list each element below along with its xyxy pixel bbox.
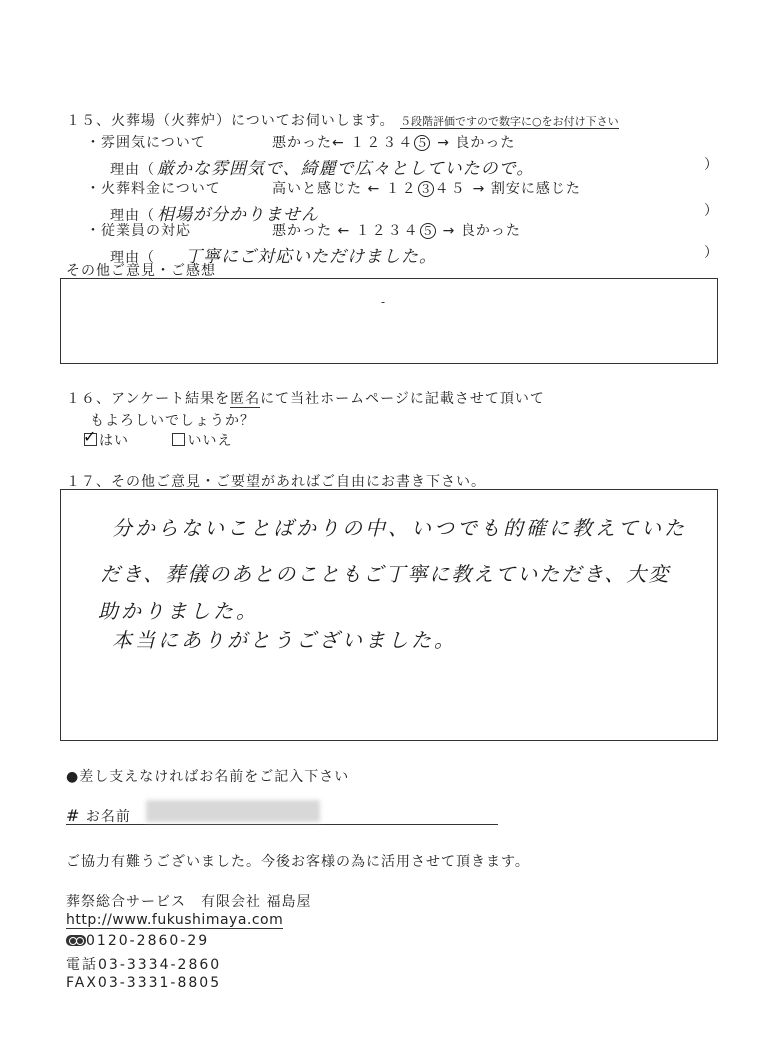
reason-close-paren: ） — [704, 245, 719, 261]
scale-right-label: → 良かった — [442, 223, 521, 239]
freedial-line: 0120-2860-29 — [66, 933, 209, 949]
rating-option-1[interactable]: １ — [350, 135, 366, 151]
q15-rating-scale — [272, 132, 515, 152]
q16-line2: もよろしいでしょうか？ — [90, 413, 255, 429]
q15-item-label: ・火葬料金について — [86, 181, 221, 197]
anonymous-underlined: 匿名 — [230, 391, 261, 407]
q16-options — [83, 427, 233, 450]
q16-line1: １６、アンケート結果を匿名にて当社ホームページに記載させて頂いて — [66, 391, 545, 407]
scale-right-label: → 良かった — [437, 135, 516, 151]
q15-rating-scale — [272, 178, 581, 198]
name-label: お名前 — [85, 809, 131, 825]
rating-option-5[interactable]: ５ — [416, 136, 429, 150]
reason-label: 理由（ — [110, 250, 155, 266]
scale-left-label: 悪かった← — [272, 135, 345, 151]
scale-left-label: 高いと感じた ← — [272, 181, 381, 197]
q15-item-1 — [86, 132, 206, 152]
rating-option-4[interactable]: ４ — [398, 135, 414, 151]
reason-close-paren: ） — [704, 157, 719, 173]
rating-option-5[interactable]: ５ — [421, 224, 434, 238]
q15-title: １５、火葬場（火葬炉）についてお伺いします。 ５段階評価ですので数字に○をお付け下さい — [66, 113, 619, 129]
rating-option-3[interactable]: ３ — [387, 223, 403, 239]
thanks-message: ご協力有難うございました。今後お客様の為に活用させて頂きます。 — [66, 854, 530, 870]
q15-note: ５段階評価ですので数字に○をお付け下さい — [400, 115, 619, 128]
q15-rating-scale — [272, 220, 521, 240]
rating-option-4[interactable]: ４ — [434, 181, 450, 197]
rating-option-1[interactable]: １ — [385, 181, 401, 197]
rating-option-2[interactable]: ２ — [366, 135, 382, 151]
reason-handwriting: 相場が分かりません — [157, 205, 319, 225]
rating-option-5[interactable]: ５ — [450, 181, 466, 197]
company-name: 葬祭総合サービス 有限会社 福島屋 — [66, 894, 312, 910]
rating-option-3[interactable]: ３ — [382, 135, 398, 151]
company-fax: FAX03-3331-8805 — [66, 975, 222, 991]
reason-label: 理由（ — [110, 162, 155, 178]
checkbox-yes[interactable] — [83, 427, 98, 446]
q16-no-option[interactable]: いいえ — [172, 433, 232, 449]
rating-option-4[interactable]: ４ — [403, 223, 419, 239]
checkmark-icon: ✓ — [83, 427, 98, 446]
company-url[interactable]: http://www.fukushimaya.com — [66, 912, 284, 928]
q17-answer-line-1: 分からないことばかりの中、いつでも的確に教えていた — [112, 516, 687, 540]
q16-yes-option[interactable]: ✓ はい — [83, 427, 129, 449]
name-prompt: ●差し支えなければお名前をご記入下さい — [66, 769, 350, 785]
q15-item-label: ・従業員の対応 — [86, 223, 191, 239]
reason-close-paren: ） — [704, 203, 719, 219]
freedial-icon — [66, 935, 86, 946]
hash-icon: # — [66, 806, 81, 825]
q15-other-box — [60, 278, 718, 364]
q15-other-label: その他ご意見・ご感想 — [66, 263, 216, 279]
scale-left-label: 悪かった ← — [272, 223, 351, 239]
reason-handwriting: 厳かな雰囲気で、綺麗で広々としていたので。 — [157, 159, 535, 179]
rating-option-2[interactable]: ２ — [371, 223, 387, 239]
q15-other-text: - — [381, 295, 386, 309]
company-tel: 電話03-3334-2860 — [66, 957, 222, 973]
redacted-name — [146, 800, 320, 822]
q17-answer-line-2: だき、葬儀のあとのこともご丁寧に教えていただき、大変 — [100, 562, 671, 586]
checkbox-no[interactable] — [172, 433, 185, 446]
q15-item-label: ・雰囲気について — [86, 135, 206, 151]
q17-answer-line-3: 助かりました。 — [98, 599, 259, 623]
reason-label: 理由（ — [110, 208, 155, 224]
q17-answer-line-4: 本当にありがとうございました。 — [112, 628, 457, 652]
q15-reason-1 — [110, 154, 534, 179]
q15-item-3 — [86, 220, 191, 240]
reason-handwriting: 丁寧にご対応いただけました。 — [185, 247, 437, 267]
q15-item-2 — [86, 178, 221, 198]
rating-option-2[interactable]: ２ — [401, 181, 417, 197]
scale-right-label: → 割安に感じた — [472, 181, 581, 197]
q17-title: １７、その他ご意見・ご要望があればご自由にお書き下さい。 — [66, 474, 486, 490]
rating-option-1[interactable]: １ — [355, 223, 371, 239]
rating-option-3[interactable]: ３ — [419, 182, 432, 196]
